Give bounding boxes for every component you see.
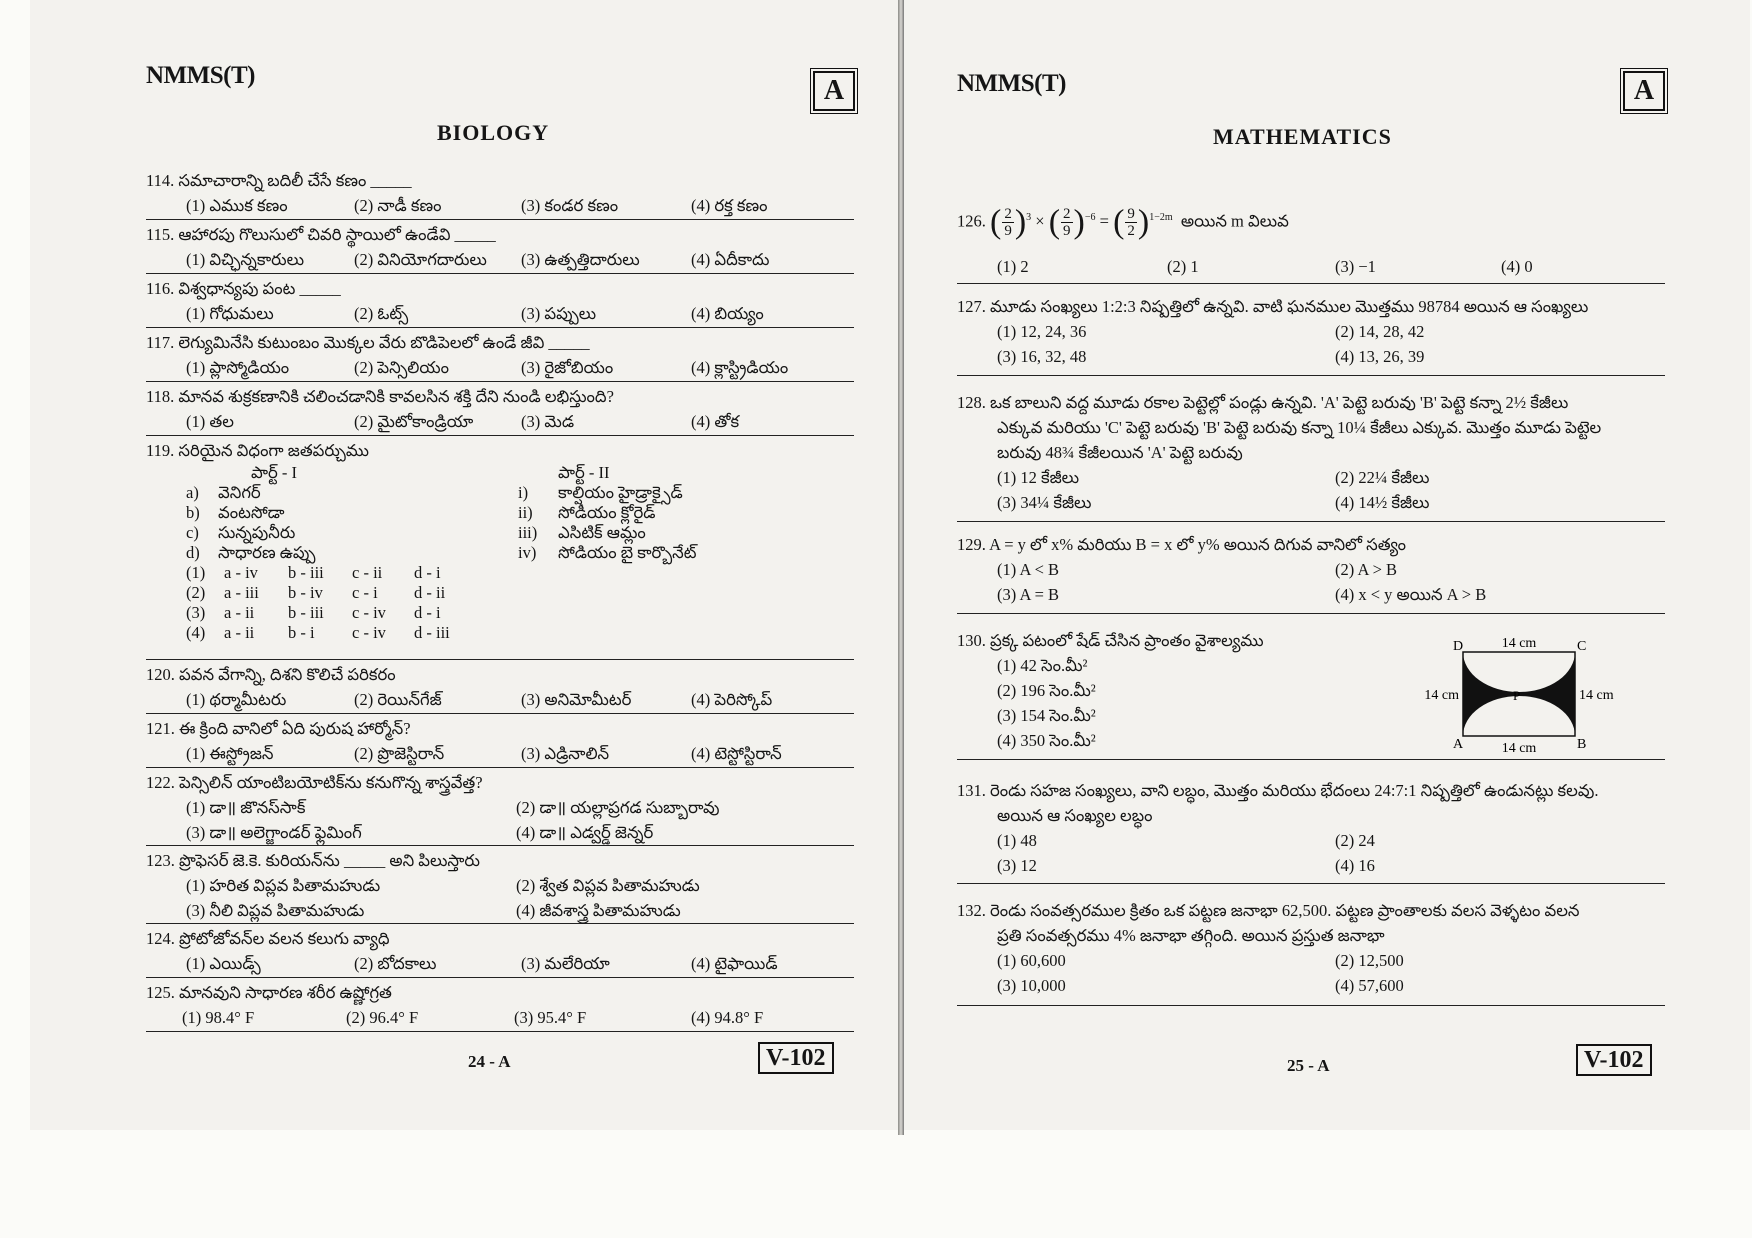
option-number: (2) [186, 583, 206, 602]
match-item: సాధారణ ఉప్పు [218, 543, 316, 562]
question-number: 123. [146, 851, 175, 870]
option-4: (4) పెరిస్కోప్ [691, 690, 773, 709]
question-117 [146, 330, 854, 382]
match-label: i) [518, 483, 529, 502]
option-number: (1) [186, 563, 206, 582]
option-part: a - ii [224, 603, 255, 622]
option-1: (1) థర్మామీటరు [186, 690, 287, 709]
option-4: (4) టెస్టోస్టిరాన్ [691, 744, 782, 763]
option-3: (3) డా॥ అలెగ్జాండర్ ఫ్లెమింగ్ [186, 823, 362, 842]
question-131 [957, 778, 1665, 884]
option-4: (4) క్లాస్ట్రిడియం [691, 358, 789, 377]
point-p: P [1513, 688, 1521, 703]
match-item: కాల్షియం హైడ్రాక్సైడ్ [558, 483, 683, 502]
option-1: (1) ఎముక కణం [186, 196, 288, 215]
option-2: (2) ప్రొజెస్టిరాన్ [354, 744, 445, 763]
option-part: a - iii [224, 583, 259, 602]
option-part: c - ii [352, 563, 383, 582]
match-item: ఎసిటిక్ ఆమ్లం [558, 523, 646, 542]
option-4: (4) బియ్యం [691, 304, 764, 323]
question-text: అయిన m విలువ [1180, 211, 1289, 231]
question-125 [146, 980, 854, 1032]
option-2: (2) 14, 28, 42 [1335, 322, 1425, 341]
option-2: (2) 12,500 [1335, 951, 1404, 970]
question-number: 127. [957, 297, 986, 316]
option-3: (3) రైజోబియం [521, 358, 614, 377]
vertex-a: A [1453, 737, 1464, 752]
option-2: (2) 96.4° F [346, 1008, 419, 1027]
question-text: A = y లో x% మరియు B = x లో y% అయిన దిగువ వానిలో సత్యం [989, 535, 1407, 554]
question-text: పెన్సిలిన్ యాంటిబయోటిక్‌ను కనుగొన్న శాస్త్రవేత్త? [179, 773, 483, 792]
question-number: 125. [146, 983, 175, 1002]
option-4: (4) 350 సెం.మీ² [997, 731, 1096, 750]
option-1: (1) 48 [997, 831, 1037, 850]
question-text: ప్రక్క పటంలో షేడ్ చేసిన ప్రాంతం వైశాల్యము [990, 631, 1264, 650]
question-119 [146, 438, 854, 660]
right-subject-title: MATHEMATICS [1213, 124, 1392, 149]
option-1: (1) 98.4° F [182, 1008, 255, 1027]
question-text: అయిన ఆ సంఖ్యల లబ్ధం [997, 806, 1153, 825]
left-side-label: 14 cm [1424, 688, 1459, 703]
question-118 [146, 384, 854, 436]
option-2: (2) నాడీ కణం [354, 196, 442, 215]
option-2: (2) రెయిన్‌గేజ్ [354, 690, 442, 709]
left-paper-code: V-102 [758, 1042, 834, 1074]
question-130 [957, 628, 1665, 760]
option-part: c - iv [352, 623, 386, 642]
match-row [146, 523, 854, 543]
question-number: 118. [146, 387, 175, 406]
left-page-number: 24 - A [468, 1052, 511, 1071]
numerator: 9 [1127, 206, 1135, 223]
option-1: (1) 42 సెం.మీ² [997, 656, 1088, 675]
option-1: (1) ప్లాస్మోడియం [186, 358, 290, 377]
question-120 [146, 662, 854, 714]
question-text: విశ్వధాన్యపు పంట _____ [178, 279, 341, 298]
option-3: (3) 12 [997, 856, 1037, 875]
option-2: (2) డా॥ యల్లాప్రగడ సుబ్బారావు [516, 798, 720, 817]
option-3: (3) మెడ [521, 412, 575, 431]
shaded-square-figure [1397, 632, 1637, 756]
question-text: ప్రొఫెసర్ జె.కె. కురియన్‌ను _____ అని పిలుస్తారు [179, 851, 480, 870]
left-exam-header: NMMS(T) [146, 62, 255, 89]
match-item: సోడియం బై కార్బొనేట్ [558, 543, 697, 562]
match-label: a) [186, 483, 199, 502]
option-1: (1) ఎయిడ్స్ [186, 954, 261, 973]
match-row [146, 543, 854, 563]
exponent: −6 [1084, 212, 1096, 223]
option-part: d - i [414, 603, 441, 622]
option-4: (4) 14½ కేజీలు [1335, 493, 1430, 512]
match-item: వంటసోడా [218, 503, 285, 522]
option-number: (3) [186, 603, 206, 622]
numerator: 2 [1004, 206, 1012, 223]
denominator: 9 [1063, 223, 1071, 240]
match-item: వెనిగర్ [218, 483, 261, 502]
bottom-side-label: 14 cm [1501, 741, 1537, 756]
question-number: 126. [957, 211, 986, 231]
option-4: (4) 94.8° F [691, 1008, 764, 1027]
option-1: (1) A < B [997, 560, 1060, 579]
option-part: c - iv [352, 603, 386, 622]
exponent: 1−2m [1149, 212, 1173, 223]
denominator: 9 [1004, 223, 1012, 240]
match-label: d) [186, 543, 200, 562]
option-3: (3) పప్పులు [521, 304, 597, 323]
question-116 [146, 276, 854, 328]
question-number: 124. [146, 929, 175, 948]
option-4: (4) తోక [691, 412, 740, 431]
question-text: ఆహారపు గొలుసులో చివరి స్థాయిలో ఉండేవి _____ [178, 225, 496, 244]
option-1: (1) 60,600 [997, 951, 1066, 970]
option-part: c - i [352, 583, 378, 602]
option-2: (2) 22¼ కేజీలు [1335, 468, 1430, 487]
question-number: 117. [146, 333, 175, 352]
question-text: మూడు సంఖ్యలు 1:2:3 నిష్పత్తిలో ఉన్నవి. వాటి ఘనముల మొత్తము 98784 అయిన ఆ సంఖ్యలు [990, 297, 1589, 316]
left-set-box: A [813, 71, 855, 111]
right-page-number: 25 - A [1287, 1056, 1330, 1075]
right-paper-code: V-102 [1576, 1044, 1652, 1076]
match-option [146, 623, 854, 643]
option-1: (1) 12, 24, 36 [997, 322, 1087, 341]
vertex-c: C [1577, 639, 1587, 654]
match-option [146, 563, 854, 583]
question-text: సమాచారాన్ని బదిలీ చేసే కణం _____ [178, 171, 412, 190]
question-129 [957, 532, 1665, 614]
option-1: (1) ఈస్ట్రోజన్ [186, 744, 274, 763]
option-3: (3) 34¼ కేజీలు [997, 493, 1092, 512]
question-text: రెండు సహజ సంఖ్యలు, వాని లబ్ధం, మొత్తం మరియు భేదంలు 24:7:1 నిష్పత్తిలో ఉండునట్లు కలవు. [990, 781, 1599, 800]
option-4: (4) 16 [1335, 856, 1375, 875]
question-123 [146, 848, 854, 924]
option-3: (3) 154 సెం.మీ² [997, 706, 1096, 725]
option-3: (3) 10,000 [997, 976, 1066, 995]
option-2: (2) పెన్సిలియం [354, 358, 449, 377]
question-number: 132. [957, 901, 986, 920]
question-number: 116. [146, 279, 175, 298]
match-row [146, 503, 854, 523]
question-text: ప్రతి సంవత్సరము 4% జనాభా తగ్గింది. అయిన ప్రస్తుత జనాభా [997, 926, 1385, 945]
question-127 [957, 294, 1665, 376]
question-text: పవన వేగాన్ని, దిశని కొలిచే పరికరం [179, 665, 396, 684]
question-number: 121. [146, 719, 175, 738]
option-3: (3) ఎడ్రినాలిన్ [521, 744, 610, 763]
option-4: (4) 57,600 [1335, 976, 1404, 995]
denominator: 2 [1127, 223, 1135, 240]
option-4: (4) ఏదీకాదు [691, 250, 770, 269]
option-2: (2) మైటోకాండ్రియా [354, 412, 474, 431]
top-side-label: 14 cm [1501, 636, 1537, 651]
match-label: iv) [518, 543, 537, 562]
option-3: (3) 16, 32, 48 [997, 347, 1087, 366]
option-2: (2) వినియోగదారులు [354, 250, 487, 269]
option-4: (4) x < y అయిన A > B [1335, 585, 1487, 604]
option-3: (3) అనిమోమీటర్ [521, 690, 632, 709]
question-121 [146, 716, 854, 768]
option-4: (4) జీవశాస్త్ర పితామహుడు [516, 901, 681, 920]
question-text: ఎక్కువ మరియు 'C' పెట్టె బరువు 'B' పెట్టె బరువు కన్నా 10¼ కేజీలు ఎక్కువ. మొత్తం మూడు పెట్టెల [997, 418, 1602, 437]
option-2: (2) శ్వేత విప్లవ పితామహుడు [516, 876, 700, 895]
option-3: (3) ఉత్పత్తిదారులు [521, 250, 640, 269]
option-2: (2) ఓట్స్ [354, 304, 409, 323]
option-3: (3) −1 [1335, 257, 1376, 276]
right-side-label: 14 cm [1579, 688, 1614, 703]
option-part: a - iv [224, 563, 258, 582]
question-text: ప్రోటోజోవన్‌ల వలన కలుగు వ్యాధి [179, 929, 390, 948]
question-text: సరియైన విధంగా జతపర్చుము [178, 441, 370, 460]
match-item: సోడియం క్లోరైడ్ [558, 503, 656, 522]
question-number: 114. [146, 171, 175, 190]
option-part: b - i [288, 623, 315, 642]
question-122 [146, 770, 854, 846]
option-3: (3) కండర కణం [521, 196, 619, 215]
right-set-box: A [1623, 71, 1665, 111]
question-number: 130. [957, 631, 986, 650]
option-3: (3) 95.4° F [514, 1008, 587, 1027]
question-number: 115. [146, 225, 175, 244]
match-item: సున్నపునీరు [218, 523, 296, 542]
left-subject-title: BIOLOGY [437, 120, 550, 145]
option-2: (2) బోదకాలు [354, 954, 437, 973]
option-2: (2) A > B [1335, 560, 1398, 579]
question-number: 122. [146, 773, 175, 792]
vertex-d: D [1453, 639, 1464, 654]
option-1: (1) తల [186, 412, 234, 431]
question-text: మానవ శుక్రకణానికి చలించడానికి కావలసిన శక్తి దేని నుండి లభిస్తుంది? [178, 387, 614, 406]
question-number: 120. [146, 665, 175, 684]
fraction [1061, 206, 1073, 239]
option-4: (4) రక్త కణం [691, 196, 768, 215]
question-number: 129. [957, 535, 986, 554]
fraction [1125, 206, 1137, 239]
option-part: b - iii [288, 603, 324, 622]
question-115 [146, 222, 854, 274]
option-1: (1) హరిత విప్లవ పితామహుడు [186, 876, 381, 895]
question-number: 131. [957, 781, 986, 800]
fraction [1002, 206, 1014, 239]
option-1: (1) విచ్ఛిన్నకారులు [186, 250, 305, 269]
question-124 [146, 926, 854, 978]
question-number: 128. [957, 393, 986, 412]
option-4: (4) 13, 26, 39 [1335, 347, 1425, 366]
right-exam-header: NMMS(T) [957, 70, 1066, 97]
question-text: ఈ క్రింది వానిలో ఏది పురుష హార్మోన్? [179, 719, 411, 738]
option-part: b - iii [288, 563, 324, 582]
question-128 [957, 390, 1665, 522]
numerator: 2 [1063, 206, 1071, 223]
option-1: (1) 12 కేజీలు [997, 468, 1080, 487]
match-label: iii) [518, 523, 538, 542]
option-2: (2) 1 [1167, 257, 1199, 276]
option-part: d - iii [414, 623, 450, 642]
exponent: 3 [1026, 212, 1032, 223]
option-3: (3) A = B [997, 585, 1060, 604]
option-1: (1) డా॥ జొనస్‌సాక్ [186, 798, 306, 817]
vertex-b: B [1577, 737, 1587, 752]
option-3: (3) మలేరియా [521, 954, 610, 973]
question-114 [146, 168, 854, 220]
match-label: b) [186, 503, 200, 522]
match-label: ii) [518, 503, 533, 522]
option-part: d - i [414, 563, 441, 582]
option-3: (3) నీలి విప్లవ పితామహుడు [186, 901, 365, 920]
option-1: (1) 2 [997, 257, 1029, 276]
option-1: (1) గోధుమలు [186, 304, 274, 323]
question-text: ఒక బాలుని వద్ద మూడు రకాల పెట్టెల్లో పండ్లు ఉన్నవి. 'A' పెట్టె బరువు 'B' పెట్టె కన్నా 2½ కేజీలు [990, 393, 1569, 412]
question-number: 119. [146, 441, 175, 460]
part-1-heading: పార్ట్ - I [251, 463, 298, 482]
match-option [146, 583, 854, 603]
option-part: a - ii [224, 623, 255, 642]
question-126: 126. ( $\frac{2}{9}$ )$^3$ × ( $\frac{2}{9}$ )$^{-6}$ = ( $\frac{9}{2}$ )$^{1-2m}$ అయిన m విలువ (1) 2 (2) 1 (3) −1 (4) 0 [957, 188, 1665, 284]
question-text: మానవుని సాధారణ శరీర ఉష్ణోగ్రత [179, 983, 392, 1002]
option-part: d - ii [414, 583, 446, 602]
option-part: b - iv [288, 583, 323, 602]
option-2: (2) 196 సెం.మీ² [997, 681, 1096, 700]
question-text: లెగ్యుమినేసి కుటుంబం మొక్కల వేరు బొడిపెలలో ఉండే జీవి _____ [178, 333, 590, 352]
option-4: (4) టైఫాయిడ్ [691, 954, 778, 973]
question-132 [957, 898, 1665, 1006]
option-2: (2) 24 [1335, 831, 1375, 850]
part-2-heading: పార్ట్ - II [558, 463, 610, 482]
option-number: (4) [186, 623, 206, 642]
option-4: (4) 0 [1501, 257, 1533, 276]
match-option [146, 603, 854, 623]
question-text: బరువు 48¾ కేజీలయిన 'A' పెట్టె బరువు [997, 443, 1243, 462]
question-text: రెండు సంవత్సరముల క్రితం ఒక పట్టణ జనాభా 62,500. పట్టణ ప్రాంతాలకు వలస వెళ్ళటం వలన [990, 901, 1580, 920]
match-label: c) [186, 523, 199, 542]
match-row [146, 483, 854, 503]
option-4: (4) డా॥ ఎడ్వర్డ్ జెన్నర్ [516, 823, 654, 842]
